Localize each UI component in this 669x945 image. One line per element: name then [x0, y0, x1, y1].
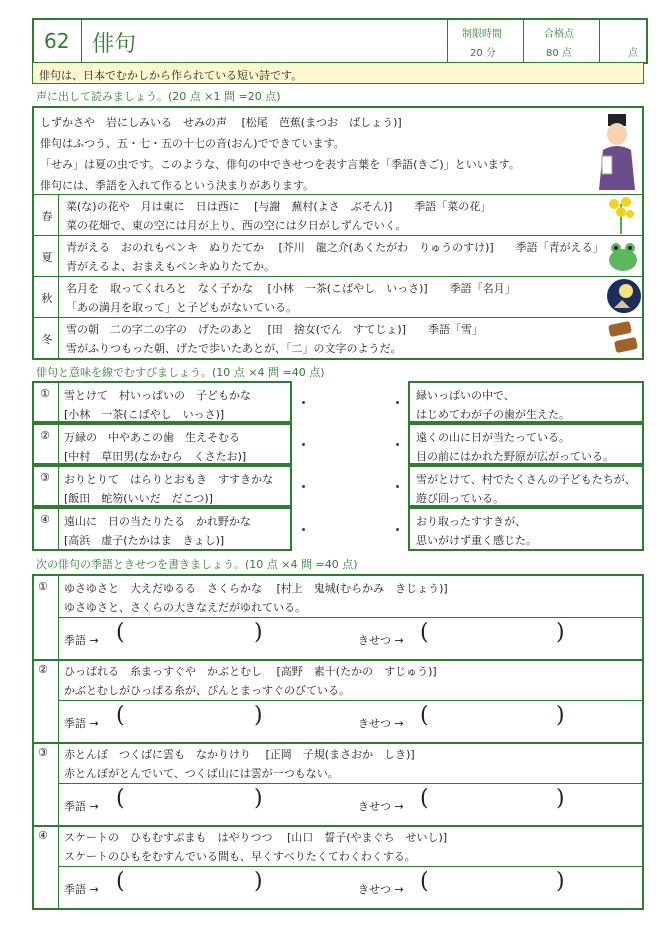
- matching-author: [小林 一茶(こばやし いっさ)]: [64, 408, 225, 421]
- meaning-summer: 青がえるよ、おまえもペンキぬりたてか。: [66, 260, 275, 273]
- kigo-label: 季語 →: [64, 634, 99, 647]
- matching-right-4: [408, 507, 644, 551]
- matching-haiku: 遠山に 日の当たりたる かれ野かな: [64, 515, 251, 528]
- number-cell: [34, 20, 82, 62]
- section3-heading: 次の俳句の季語ときせつを書きましょう。(10 点 ×4 問 =40 点): [36, 558, 358, 571]
- right-connect-dot[interactable]: [396, 443, 399, 446]
- kigo-answer-open[interactable]: (: [116, 869, 125, 894]
- kisetsu-answer-close[interactable]: ): [556, 620, 565, 645]
- title-cell: [82, 20, 448, 62]
- kisetsu-label: きせつ →: [358, 800, 404, 813]
- item-number: ②: [40, 429, 50, 442]
- kigo-answer-close[interactable]: ): [254, 869, 263, 894]
- item-number: ④: [40, 513, 50, 526]
- kigo-meaning: 赤とんぼがとんでいて、つくば山には雲が一つもない。: [64, 767, 339, 780]
- kigo-meaning: ゆさゆさと、さくらの大きなえだがゆれている。: [64, 601, 306, 614]
- pass-label: 合格点: [544, 29, 574, 40]
- intro-text: 俳句は、日本でむかしから作られている短い詩です。: [39, 69, 303, 82]
- matching-left-3: [32, 465, 292, 507]
- time-cell: [448, 20, 524, 62]
- rapeseed-flower-icon: [604, 196, 638, 234]
- kigo-answer-open[interactable]: (: [116, 786, 125, 811]
- kigo-answer-close[interactable]: ): [254, 703, 263, 728]
- matching-left-4: [32, 507, 292, 551]
- moon-icon: [606, 278, 642, 314]
- meaning-winter: 雪がふりつもった朝、げたで歩いたあとが、「二」の文字のようだ。: [66, 342, 402, 355]
- kisetsu-answer-open[interactable]: (: [420, 620, 429, 645]
- page-title: 俳句: [92, 32, 137, 57]
- kigo-label: 季語 →: [64, 800, 99, 813]
- matching-right-2: [408, 423, 644, 465]
- item-number: ③: [40, 471, 50, 484]
- meaning-line: 緑いっぱいの中で、: [416, 389, 515, 402]
- section2-heading: 俳句と意味を線でむすびましょう。(10 点 ×4 問 =40 点): [36, 366, 325, 379]
- right-connect-dot[interactable]: [396, 401, 399, 404]
- kigo-answer-open[interactable]: (: [116, 620, 125, 645]
- kigo-answer-open[interactable]: (: [116, 703, 125, 728]
- right-connect-dot[interactable]: [396, 528, 399, 531]
- meaning-line: 思いがけず重く感じた。: [416, 534, 537, 547]
- frog-icon: [606, 238, 640, 274]
- kigo-haiku: ゆさゆさと 大えだゆるる さくらかな [村上 鬼城(むらかみ きじょう)]: [64, 582, 448, 595]
- meaning-line: 目の前にはかれた野原が広がっている。: [416, 450, 614, 463]
- meaning-autumn: 「あの満月を取って」と子どもがないている。: [66, 301, 297, 314]
- poet-illustration: [594, 112, 640, 190]
- meaning-line: おり取ったすすきが、: [416, 515, 527, 528]
- left-connect-dot[interactable]: [302, 443, 305, 446]
- matching-right-3: [408, 465, 644, 507]
- matching-left-2: [32, 423, 292, 465]
- item-number: ①: [40, 387, 50, 400]
- matching-left-1: [32, 381, 292, 423]
- left-connect-dot[interactable]: [302, 528, 305, 531]
- intro-haiku-line: しずかさや 岩にしみいる せみの声 [松尾 芭蕉(まつお ばしょう)]: [40, 116, 402, 129]
- matching-haiku: 万緑の 中やあこの歯 生えそむる: [64, 431, 240, 444]
- section1-heading: 声に出して読みましょう。(20 点 ×1 問 =20 点): [36, 90, 281, 103]
- score-unit: 点: [628, 48, 638, 59]
- kigo-answer-close[interactable]: ): [254, 786, 263, 811]
- kigo-haiku: スケートの ひもむすぶまも はやりつつ [山口 誓子(やまぐち せいし)]: [64, 831, 448, 844]
- item-number: ①: [38, 580, 48, 593]
- haiku-autumn: 名月を 取ってくれろと なく子かな [小林 一茶(こばやし いっさ)] 季語「名月」: [66, 282, 516, 295]
- section1-box: [32, 106, 644, 360]
- kisetsu-answer-close[interactable]: ): [556, 869, 565, 894]
- haiku-spring: 菜(な)の花や 月は東に 日は西に [与謝 蕪村(よさ ぶそん)] 季語「菜の花」: [66, 200, 492, 213]
- matching-author: [中村 草田男(なかむら くさたお)]: [64, 450, 247, 463]
- meaning-line: はじめてわが子の歯が生えた。: [416, 408, 570, 421]
- intro-bar: [32, 62, 644, 84]
- kigo-answer-close[interactable]: ): [254, 620, 263, 645]
- explanation-line: 俳句には、季語を入れて作るという決まりがあります。: [40, 179, 315, 192]
- kisetsu-answer-open[interactable]: (: [420, 786, 429, 811]
- season-summer: 夏: [41, 251, 53, 264]
- kisetsu-label: きせつ →: [358, 883, 404, 896]
- matching-author: [高浜 虚子(たかはま きょし)]: [64, 534, 225, 547]
- header: [32, 18, 648, 64]
- kisetsu-answer-open[interactable]: (: [420, 869, 429, 894]
- item-number: ④: [38, 829, 48, 842]
- left-connect-dot[interactable]: [302, 485, 305, 488]
- meaning-spring: 菜の花畑で、東の空には月が上り、西の空には夕日がしずんでいく。: [66, 219, 407, 232]
- kigo-label: 季語 →: [64, 717, 99, 730]
- matching-haiku: 雪とけて 村いっぱいの 子どもかな: [64, 389, 251, 402]
- meaning-line: 遠くの山に日が当たっている。: [416, 431, 570, 444]
- kisetsu-answer-close[interactable]: ): [556, 703, 565, 728]
- time-label: 制限時間: [462, 29, 502, 40]
- matching-author: [飯田 蛇笏(いいだ だこつ)]: [64, 492, 213, 505]
- kisetsu-label: きせつ →: [358, 634, 404, 647]
- haiku-winter: 雪の朝 二の字二の字の げたのあと [田 捨女(でん すてじょ)] 季語「雪」: [66, 323, 483, 336]
- meaning-line: 雪がとけて、村でたくさんの子どもたちが、: [416, 473, 636, 486]
- score-cell: [600, 20, 642, 62]
- season-winter: 冬: [41, 333, 53, 346]
- kigo-haiku: 赤とんぼ つくばに雲も なかりけり [正岡 子規(まさおか しき)]: [64, 748, 415, 761]
- matching-right-1: [408, 381, 644, 423]
- explanation-line: 俳句はふつう、五・七・五の十七の音(おん)でできています。: [40, 137, 345, 150]
- time-value: 20 分: [470, 48, 496, 59]
- explanation-line: 「せみ」は夏の虫です。このような、俳句の中できせつを表す言葉を「季語(きご)」といいます。: [40, 158, 520, 171]
- kisetsu-label: きせつ →: [358, 717, 404, 730]
- right-connect-dot[interactable]: [396, 485, 399, 488]
- problem-number: 62: [44, 29, 70, 53]
- kigo-haiku: ひっぱれる 糸まっすぐや かぶとむし [高野 素十(たかの すじゅう)]: [64, 665, 437, 678]
- kisetsu-answer-open[interactable]: (: [420, 703, 429, 728]
- season-spring: 春: [41, 210, 53, 223]
- season-autumn: 秋: [41, 292, 53, 305]
- kigo-meaning: スケートのひもをむすんでいる間も、早くすべりたくてわくわくする。: [64, 850, 416, 863]
- matching-haiku: おりとりて はらりとおもき すすきかな: [64, 473, 274, 486]
- item-number: ②: [38, 663, 48, 676]
- meaning-line: 遊び回っている。: [416, 492, 504, 505]
- haiku-summer: 青がえる おのれもペンキ ぬりたてか [芥川 龍之介(あくたがわ りゅうのすけ)] 季語「青がえる」: [66, 241, 604, 254]
- pass-cell: [524, 20, 600, 62]
- kigo-label: 季語 →: [64, 883, 99, 896]
- left-connect-dot[interactable]: [302, 401, 305, 404]
- geta-icon: [606, 319, 640, 357]
- item-number: ③: [38, 746, 48, 759]
- kigo-meaning: かぶとむしがひっぱる糸が、ぴんとまっすぐのびている。: [64, 684, 350, 697]
- kisetsu-answer-close[interactable]: ): [556, 786, 565, 811]
- pass-value: 80 点: [546, 48, 572, 59]
